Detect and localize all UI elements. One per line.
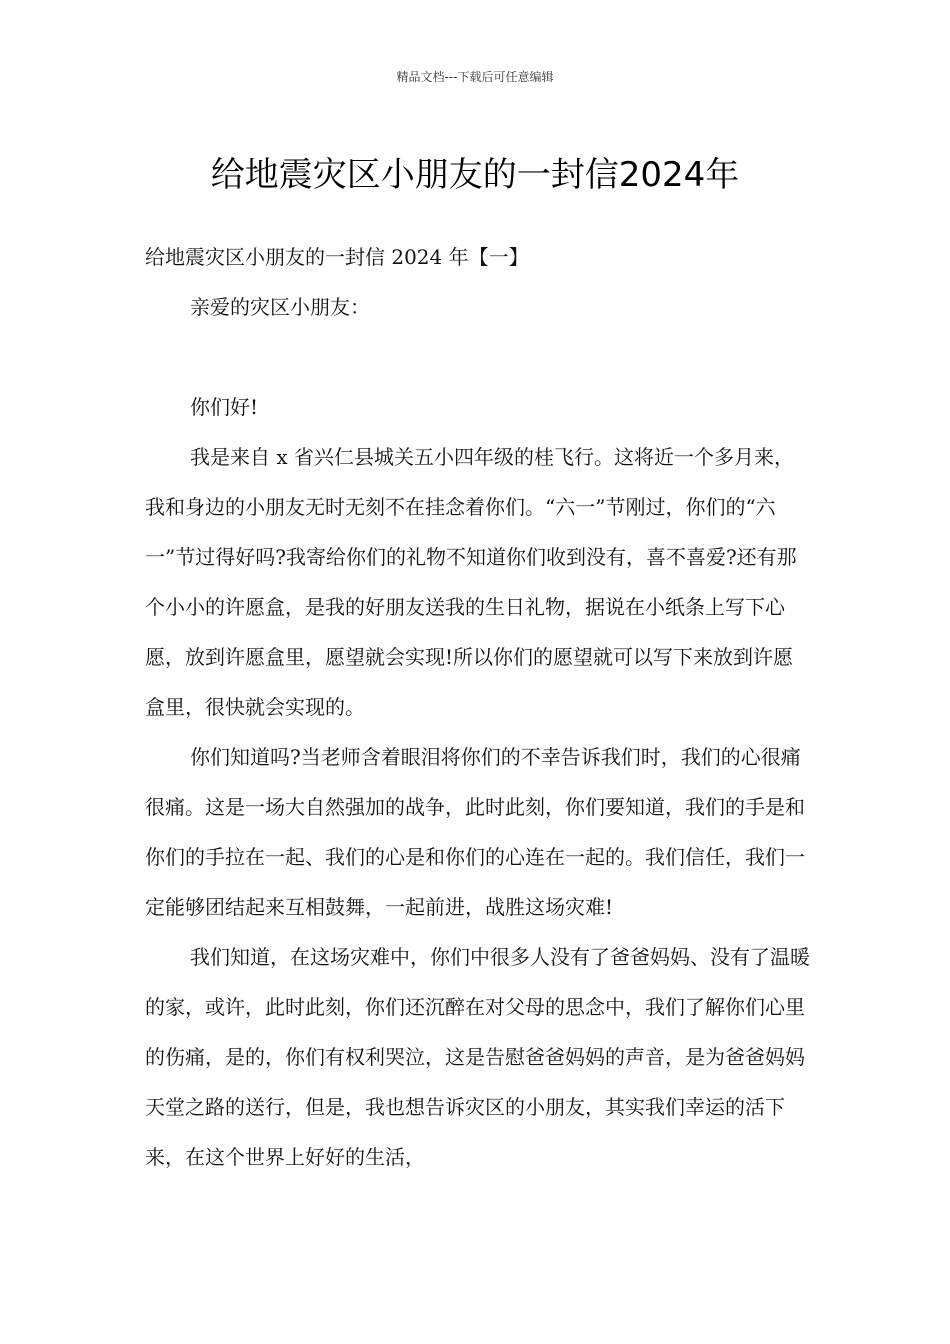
body-paragraph-2: 你们知道吗?当老师含着眼泪将你们的不幸告诉我们时，我们的心很痛很痛。这是一场大自然强加的战争，此时此刻，你们要知道，我们的手是和你们的手拉在一起、我们的心是和你们的心连在一起的。我们信任，我们一定能够团结起来互相鼓舞，一起前进，战胜这场灾难! xyxy=(145,745,805,919)
document-body xyxy=(145,232,810,1182)
section-heading: 给地震灾区小朋友的一封信 2024 年【一】 xyxy=(145,245,529,269)
salutation: 亲爱的灾区小朋友： xyxy=(190,295,370,319)
body-paragraph-3: 我们知道，在这场灾难中，你们中很多人没有了爸爸妈妈、没有了温暖的家，或许，此时此刻，你们还沉醉在对父母的思念中，我们了解你们心里的伤痛，是的，你们有权利哭泣，这是告慰爸爸妈妈的声音，是为爸爸妈妈天堂之路的送行，但是，我也想告诉灾区的小朋友，其实我们幸运的活下来，在这个世界上好好的生活， xyxy=(145,945,810,1169)
greeting: 你们好! xyxy=(190,395,259,419)
header-note: 精品文档---下载后可任意编辑 xyxy=(396,70,554,84)
body-paragraph-1: 我是来自 x 省兴仁县城关五小四年级的桂飞行。这将近一个多月来，我和身边的小朋友无时无刻不在挂念着你们。“六一”节刚过，你们的“六一”节过得好吗?我寄给你们的礼物不知道你们收到没有，喜不喜爱?还有那个小小的许愿盒，是我的好朋友送我的生日礼物，据说在小纸条上写下心愿，放到许愿盒里，愿望就会实现!所以你们的愿望就可以写下来放到许愿盒里，很快就会实现的。 xyxy=(145,445,797,719)
blank-line xyxy=(145,332,810,382)
document-title: 给地震灾区小朋友的一封信2024年 xyxy=(210,154,740,195)
